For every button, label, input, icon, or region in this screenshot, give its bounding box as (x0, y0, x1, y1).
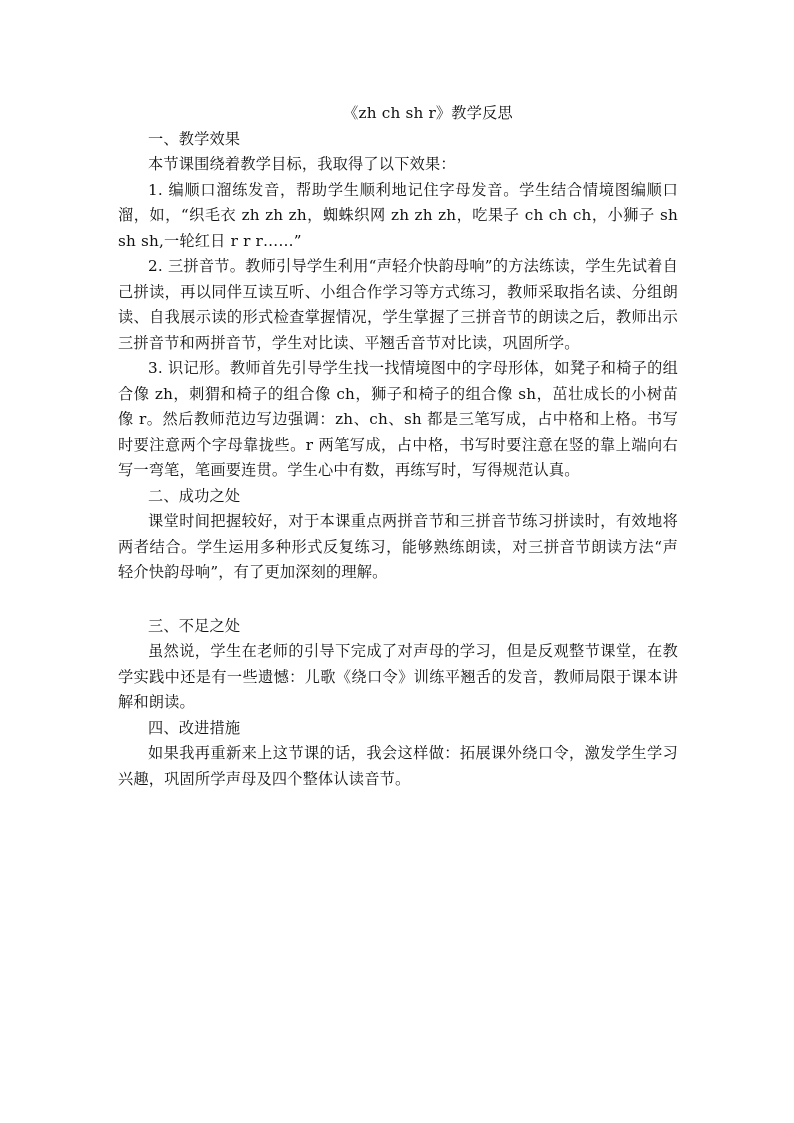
document-title: 《zh ch sh r》教学反思 (343, 104, 513, 122)
section-heading-improvement: 四、改进措施 (148, 718, 241, 737)
paragraph-effect-3: 3. 识记形。教师首先引导学生找一找情境图中的字母形体，如凳子和椅子的组合像 zh，刺猬和椅子的组合像 ch，狮子和椅子的组合像 sh，茁壮成长的小树苗像 r。然后教师范边写边强调：zh、ch、sh 都是三笔写成，占中格和上格。书写时要注意两个字母靠拢些。r 两笔写成，占中格，书写时要注意在竖的靠上端向右写一弯笔，笔画要连贯。学生心中有数，再练写时，写得规范认真。 (118, 359, 678, 479)
section-heading-teaching-effect: 一、教学效果 (148, 129, 241, 148)
section-heading-success: 二、成功之处 (148, 486, 241, 505)
paragraph-improvement: 如果我再重新来上这节课的话，我会这样做：拓展课外绕口令，激发学生学习兴趣，巩固所学声母及四个整体认读音节。 (118, 744, 678, 788)
paragraph-effect-2: 2. 三拼音节。教师引导学生利用“声轻介快韵母响”的方法练读，学生先试着自己拼读，再以同伴互读互听、小组合作学习等方式练习，教师采取指名读、分组朗读、自我展示读的形式检查掌握情况，学生掌握了三拼音节的朗读之后，教师出示三拼音节和两拼音节，学生对比读、平翘舌音节对比读，巩固所学。 (118, 257, 678, 352)
document-body (118, 101, 678, 792)
paragraph-success: 课堂时间把握较好，对于本课重点两拼音节和三拼音节练习拼读时，有效地将两者结合。学生运用多种形式反复练习，能够熟练朗读，对三拼音节朗读方法“声轻介快韵母响”，有了更加深刻的理解。 (118, 512, 678, 581)
section-heading-shortcomings: 三、不足之处 (148, 616, 241, 635)
paragraph-effect-1: 1. 编顺口溜练发音，帮助学生顺利地记住字母发音。学生结合情境图编顺口溜，如，“织毛衣 zh zh zh，蜘蛛织网 zh zh zh，吃果子 ch ch ch，小狮子 sh sh sh,一轮红日 r r r……” (118, 180, 678, 250)
paragraph-effect-intro: 本节课围绕着教学目标，我取得了以下效果： (148, 155, 456, 173)
blank-line (118, 586, 678, 614)
paragraph-shortcomings: 虽然说，学生在老师的引导下完成了对声母的学习，但是反观整节课堂，在教学实践中还是有一些遗憾：儿歌《绕口令》训练平翘舌的发音，教师局限于课本讲解和朗读。 (118, 642, 678, 711)
